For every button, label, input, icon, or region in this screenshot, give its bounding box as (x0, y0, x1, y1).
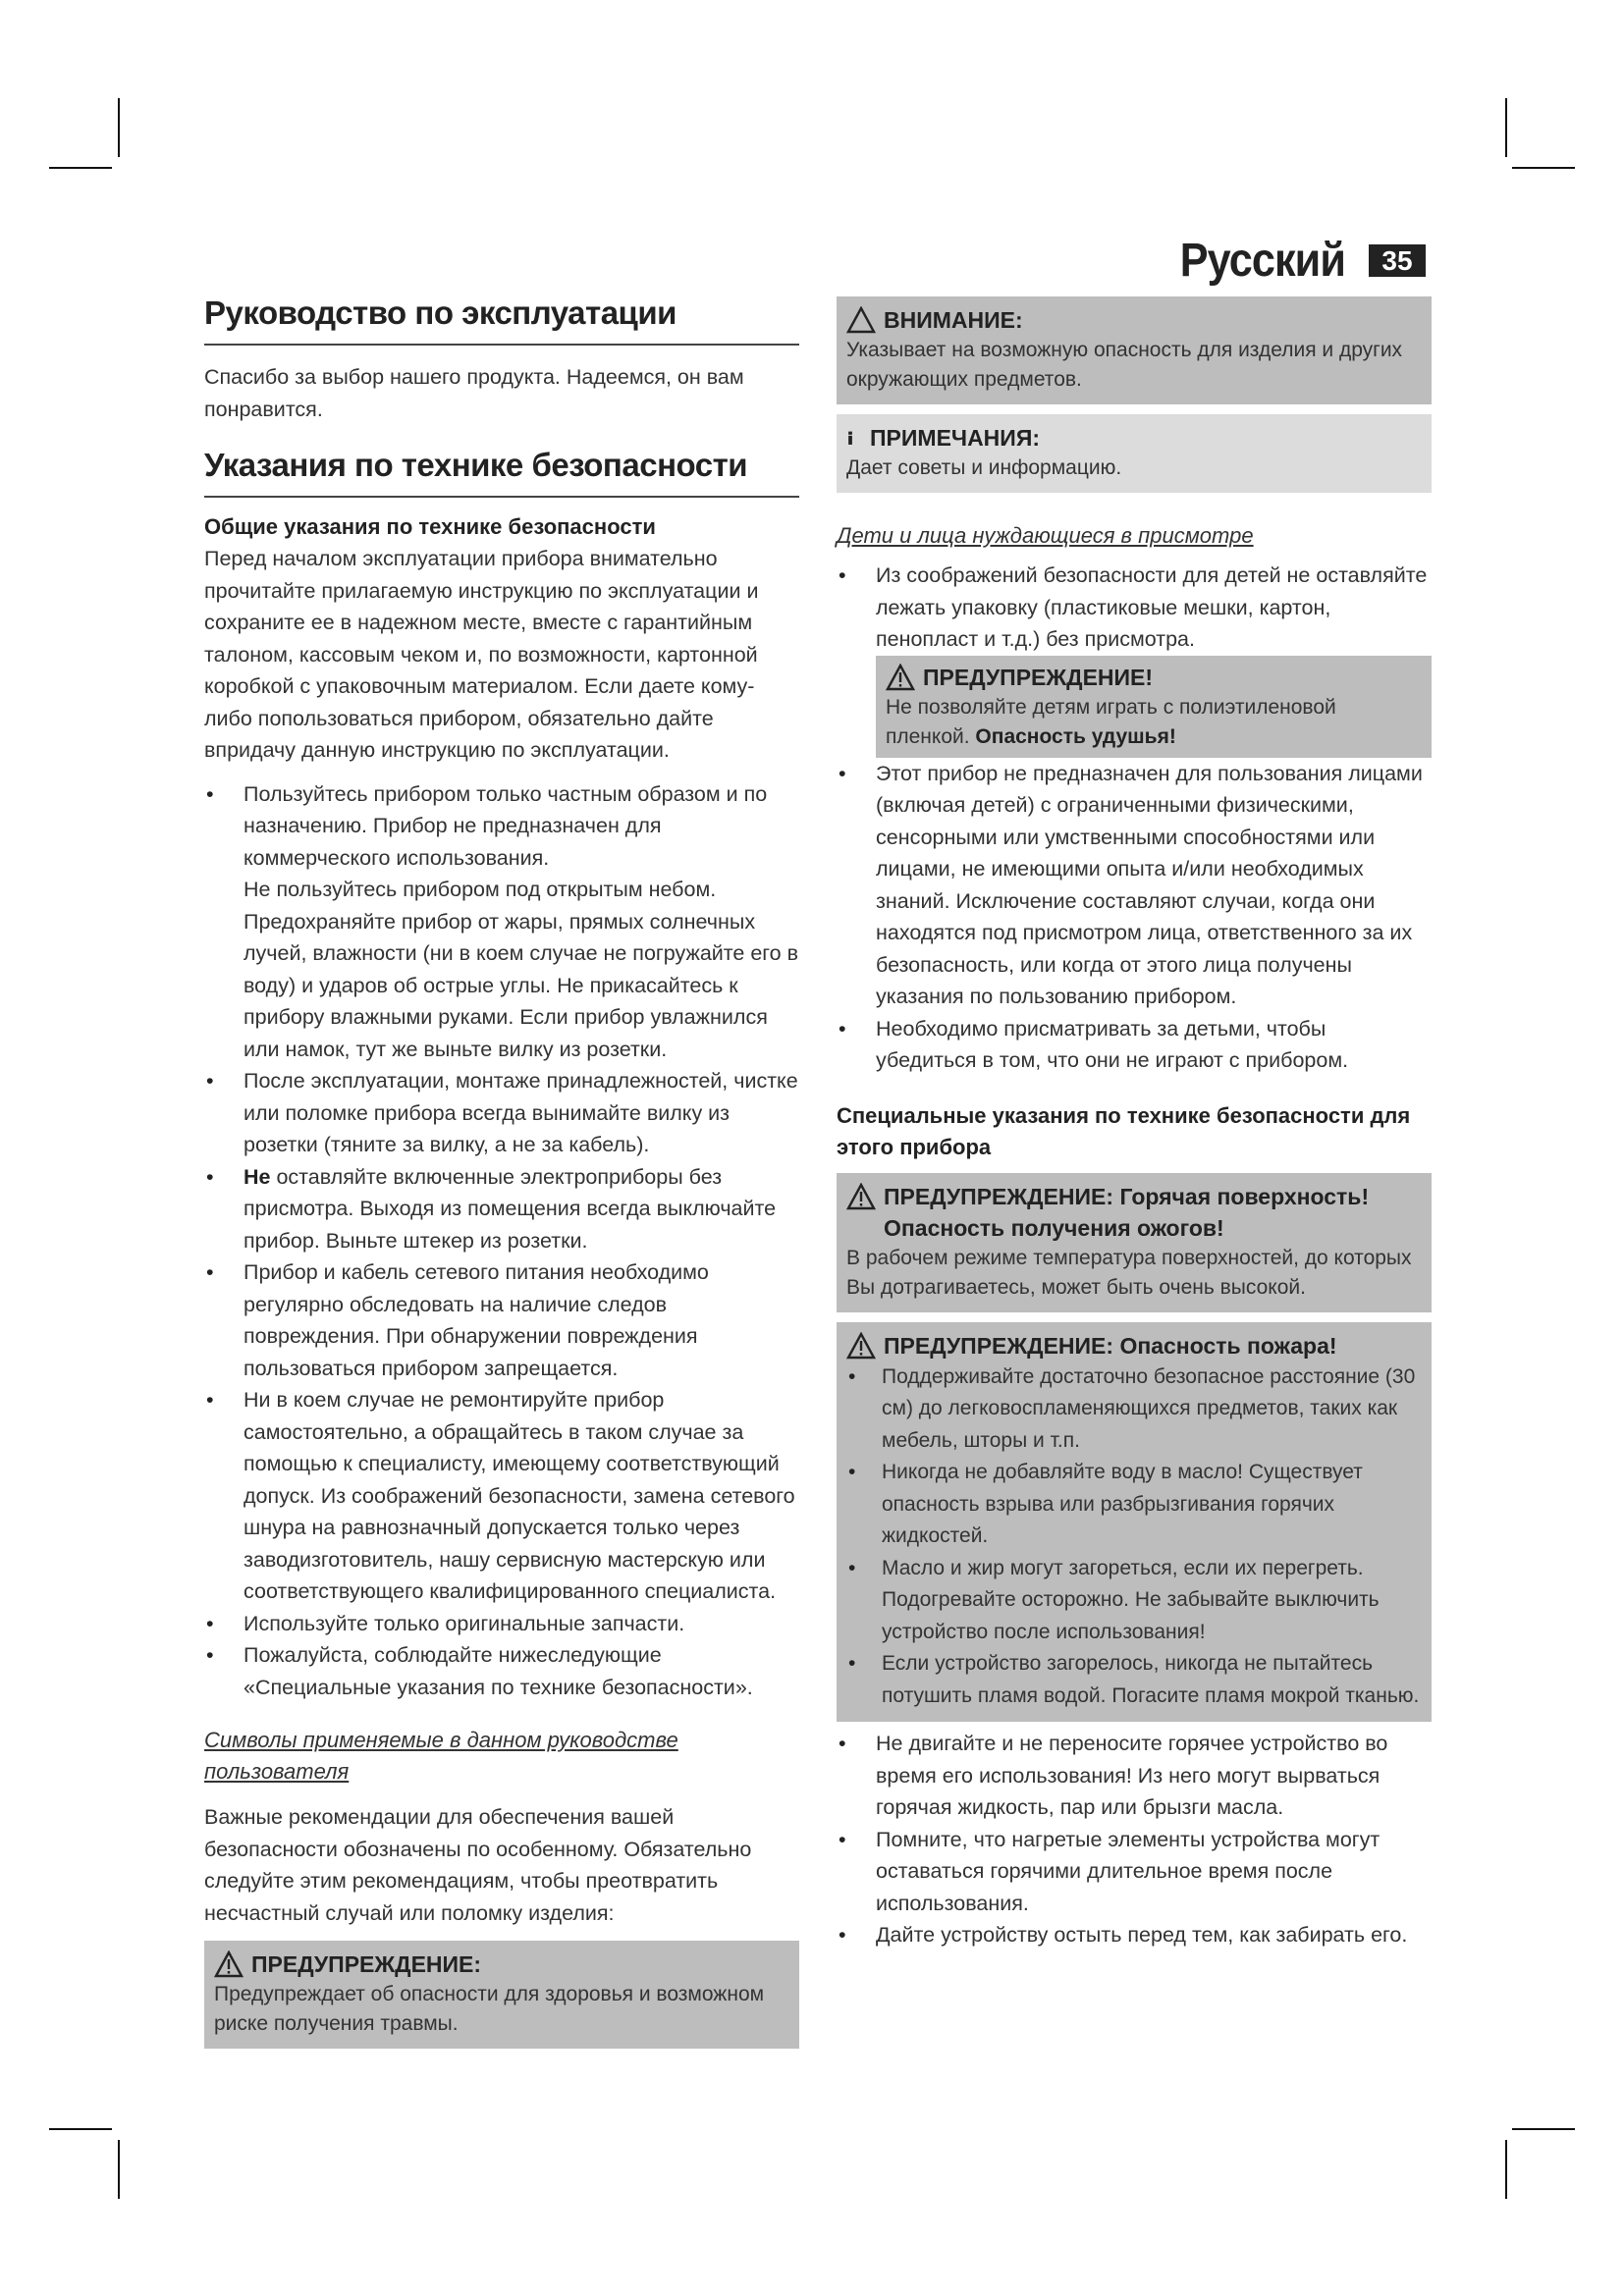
warning-symbol-box (204, 1941, 799, 2049)
crop-mark (1512, 167, 1575, 169)
list-item-text: Прибор и кабель сетевого питания необходимо регулярно обследовать на наличие следов повреждения. При обнаружении повреждения пользоваться прибором запрещается. (244, 1260, 709, 1380)
right-column (837, 296, 1432, 1951)
safety-title: Указания по технике безопасности (204, 447, 799, 498)
list-item-text: Используйте только оригинальные запчасти. (244, 1611, 685, 1635)
warning-box-title: ПРЕДУПРЕЖДЕНИЕ: (251, 1951, 482, 1977)
list-item-text: Дайте устройству остыть перед тем, как забирать его. (876, 1923, 1408, 1947)
general-safety-heading: Общие указания по технике безопасности (204, 514, 656, 539)
info-icon (846, 424, 862, 452)
warning-triangle-icon (846, 1332, 876, 1360)
crop-mark (49, 167, 112, 169)
list-item (846, 1553, 1422, 1649)
list-item (846, 1362, 1422, 1458)
children-heading: Дети и лица нуждающиеся в присмотре (837, 523, 1254, 548)
general-safety-list (204, 778, 799, 1704)
hot-surface-text: В рабочем режиме температура поверхностей, до которых Вы дотрагиваетесь, может быть очень высокой. (846, 1246, 1412, 1299)
warning-triangle-icon (846, 1183, 876, 1210)
list-item (204, 1608, 799, 1640)
list-item-text: Если устройство загорелось, никогда не пытайтесь потушить пламя водой. Погасите пламя мокрой тканью. (882, 1652, 1420, 1707)
list-item (837, 1013, 1432, 1077)
fire-warning-list (846, 1362, 1422, 1713)
list-item (846, 1457, 1422, 1553)
crop-mark (49, 2128, 112, 2130)
list-item-text: После эксплуатации, монтаже принадлежностей, чистке или поломке прибора всегда вынимайте вилку из розетки (тяните за вилку, а не за кабель). (244, 1069, 798, 1156)
list-item-text: Необходимо присматривать за детьми, чтобы убедиться в том, что они не играют с прибором. (876, 1016, 1349, 1072)
intro-text: Спасибо за выбор нашего продукта. Надеемся, он вам понравится. (204, 365, 744, 421)
crop-mark (1512, 2128, 1575, 2130)
children-warning-title: ПРЕДУПРЕЖДЕНИЕ! (923, 664, 1154, 690)
hot-surface-subtitle: Опасность получения ожогов! (884, 1214, 1224, 1241)
list-item (846, 1648, 1422, 1712)
list-item-text: Пожалуйста, соблюдайте нижеследующие «Специальные указания по технике безопасности». (244, 1643, 753, 1699)
page-language-label: Русский (1179, 235, 1345, 287)
children-list-continued (837, 758, 1432, 1077)
fire-warning-box (837, 1322, 1432, 1723)
list-item (837, 758, 1432, 1013)
attention-box-text: Указывает на возможную опасность для изделия и других окружающих предметов. (846, 339, 1403, 391)
list-item-continuation: Не пользуйтесь прибором под открытым небом. Предохраняйте прибор от жары, прямых солнечных лучей, влажности (ни в коем случае не погружайте его в воду) и ударов об острые углы. Не прикасайтесь к прибору влажными руками. Если прибор увлажнился или намок, тут же выньте вилку из розетки. (244, 878, 799, 1061)
symbols-text: Важные рекомендации для обеспечения вашей безопасности обозначены по особенному. Обязательно следуйте этим рекомендациям, чтобы преотвратить несчастный случай или поломку изделия: (204, 1805, 752, 1925)
manual-title: Руководство по эксплуатации (204, 294, 799, 346)
warning-triangle-icon (886, 664, 915, 691)
list-item (837, 1824, 1432, 1920)
list-item-text: Этот прибор не предназначен для пользования лицами (включая детей) с ограниченными физическими, сенсорными или умственными способностями или лицами, не имеющими опыта и/или необходимых знаний. Исключение составляют случаи, когда они находятся под присмотром лица, ответственного за их безопасность, или когда от этого лица получены указания по пользованию прибором. (876, 761, 1423, 1008)
list-item-text: оставляйте включенные электроприборы без присмотра. Выходя из помещения всегда выключайте прибор. Выньте штекер из розетки. (244, 1164, 777, 1253)
notes-symbol-box (837, 414, 1432, 493)
notes-box-text: Дает советы и информацию. (846, 456, 1122, 479)
list-item-text: Не двигайте и не переносите горячее устройство во время его использования! Из него могут вырваться горячая жидкость, пар или брызги масла. (876, 1732, 1388, 1819)
list-item (204, 1065, 799, 1161)
hot-surface-title: ПРЕДУПРЕЖДЕНИЕ: Горячая поверхность! (884, 1183, 1370, 1209)
crop-mark (118, 2140, 120, 2199)
list-item-text: Никогда не добавляйте воду в масло! Существует опасность взрыва или разбрызгивания горячих жидкостей. (882, 1461, 1363, 1547)
final-safety-list (837, 1728, 1432, 1951)
list-item-text: Масло и жир могут загореться, если их перегреть. Подогревайте осторожно. Не забывайте выключить устройство после использования! (882, 1556, 1380, 1643)
children-list (837, 560, 1432, 656)
caution-triangle-icon (846, 306, 876, 334)
crop-mark (1505, 2140, 1507, 2199)
general-safety-text: Перед началом эксплуатации прибора внимательно прочитайте прилагаемую инструкцию по эксплуатации и сохраните ее в надежном месте, вместе с гарантийным талоном, кассовым чеком и, по возможности, картонной коробкой с упаковочным материалом. Если даете кому-либо попользоваться прибором, обязательно дайте впридачу данную инструкцию по эксплуатации. (204, 547, 759, 762)
list-item (837, 1728, 1432, 1824)
list-item-text: Пользуйтесь прибором только частным образом и по назначению. Прибор не предназначен для коммерческого использования. (244, 781, 768, 870)
warning-triangle-icon (214, 1950, 244, 1978)
crop-mark (118, 98, 120, 157)
attention-symbol-box (837, 296, 1432, 404)
list-item (204, 1639, 799, 1703)
symbols-heading: Символы применяемые в данном руководстве пользователя (204, 1728, 678, 1784)
list-item (837, 1919, 1432, 1951)
children-warning-text: Не позволяйте детям играть с полиэтиленовой пленкой. (886, 695, 1336, 748)
list-item (204, 1161, 799, 1257)
list-item-text: Ни в коем случае не ремонтируйте прибор самостоятельно, а обращайтесь в таком случае за помощью к специалисту, имеющему соответствующий допуск. Из соображений безопасности, замена сетевого шнура на равнозначный допускается только через заводизготовитель, нашу сервисную мастерскую или соответствующего квалифицированного специалиста. (244, 1388, 795, 1603)
special-safety-heading: Специальные указания по технике безопасности для этого прибора (837, 1102, 1411, 1159)
list-item (204, 1384, 799, 1608)
list-item (204, 778, 799, 1066)
attention-box-title: ВНИМАНИЕ: (884, 307, 1023, 333)
hot-surface-warning-box (837, 1173, 1432, 1312)
list-item-text: Из соображений безопасности для детей не оставляйте лежать упаковку (пластиковые мешки, картон, пенопласт и т.д.) без присмотра. (876, 563, 1428, 651)
list-item (837, 560, 1432, 656)
list-item-text: Поддерживайте достаточно безопасное расстояние (30 см) до легковоспламеняющихся предметов, таких как мебель, шторы и т.п. (882, 1364, 1416, 1452)
fire-warning-title: ПРЕДУПРЕЖДЕНИЕ: Опасность пожара! (884, 1332, 1337, 1359)
notes-box-title: ПРИМЕЧАНИЯ: (870, 425, 1041, 451)
crop-mark (1505, 98, 1507, 157)
list-item (204, 1256, 799, 1384)
children-warning-bold: Опасность удушья! (975, 724, 1176, 748)
warning-box-text: Предупреждает об опасности для здоровья и возможном риске получения травмы. (214, 1983, 765, 2035)
list-item-text: Помните, что нагретые элементы устройства могут оставаться горячими длительное время после использования. (876, 1827, 1380, 1915)
left-column (204, 294, 799, 2049)
children-warning-box (876, 656, 1432, 758)
list-item-bold: Не (244, 1164, 271, 1189)
page-number-badge: 35 (1369, 244, 1426, 277)
